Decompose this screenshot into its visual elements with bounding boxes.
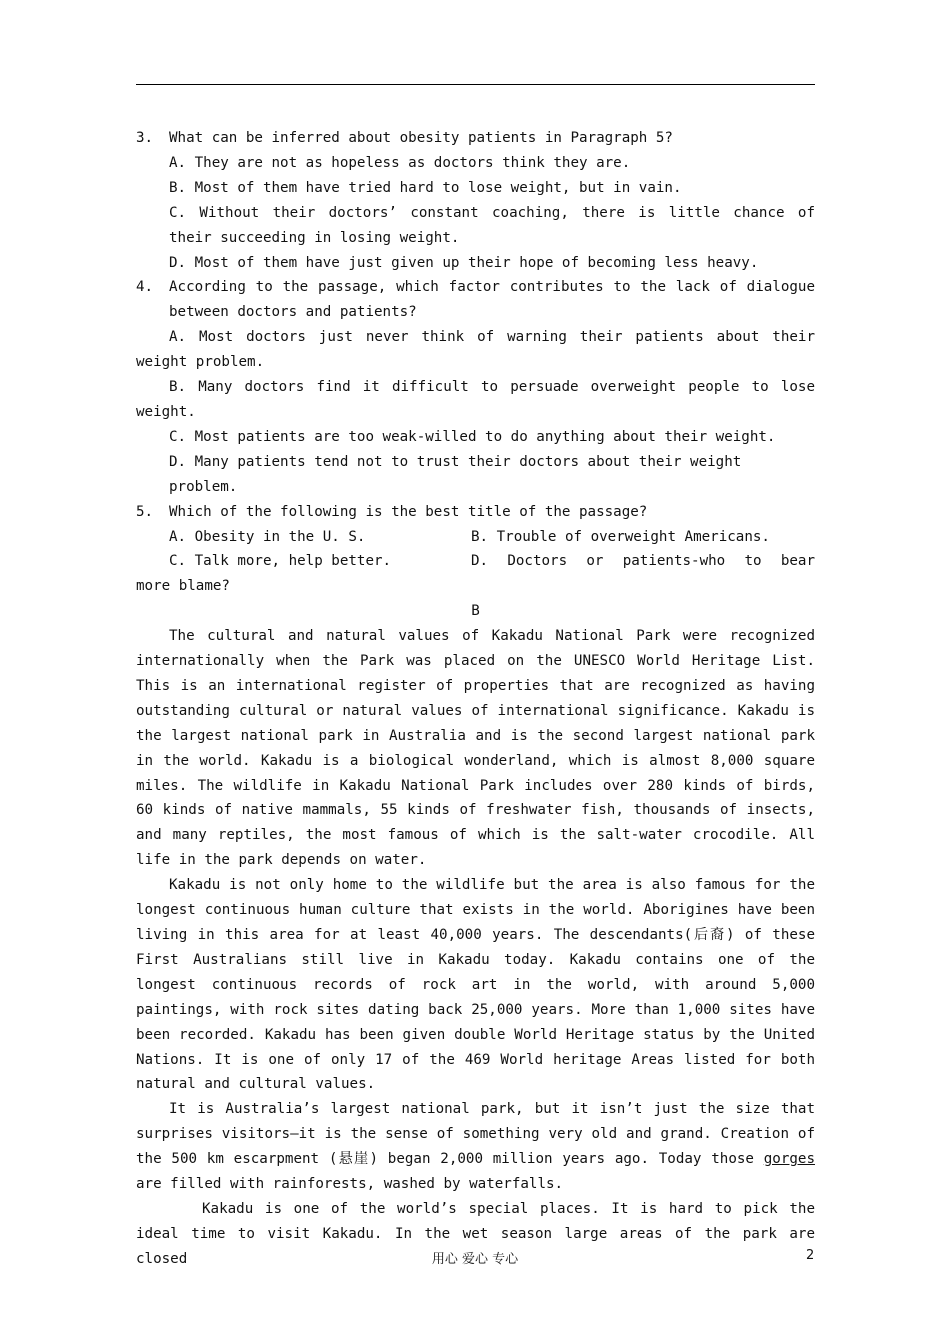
option-d: D. Most of them have just given up their hope of becoming less heavy. [169, 254, 759, 271]
page-number: 2 [806, 1248, 815, 1263]
question-number: 3. [136, 130, 154, 146]
passage-paragraph-1: The cultural and natural values of Kakadu National Park were recognized internationally when the Park was placed on the UNESCO World Heritage List. This is an international register of properties that are recognized as having outstanding cultural or natural values of international significance. Kakadu is the largest national park in Australia and is the second largest national park in the world. Kakadu is a biological wonderland, which is almost 8,000 square miles. The wildlife in Kakadu National Park includes over 280 kinds of birds, 60 kinds of native mammals, 55 kinds of freshwater fish, thousands of insects, and many reptiles, the most famous of which is the salt-water crocodile. All life in the park depends on water. [136, 628, 815, 869]
question-number: 4. [136, 279, 154, 296]
section-label: B [471, 603, 480, 620]
option-a: A. Most doctors just never think of warning their patients about their weight problem. [136, 329, 815, 371]
option-c: C. Without their doctors’ constant coaching, there is little chance of their succeeding in losing weight. [169, 204, 815, 246]
question-4 [136, 275, 815, 325]
option-d: D. Many patients tend not to trust their doctors about their weight problem. [169, 453, 742, 495]
option-c: C. Talk more, help better. [169, 553, 392, 570]
header-rule [136, 84, 815, 85]
option-d-continued: more blame? [136, 578, 230, 595]
option-b: B. Many doctors find it difficult to persuade overweight people to lose weight. [136, 379, 815, 420]
paragraph-text: It is Australia’s largest national park, but it isn’t just the size that surprises visitors—it is the sense of something very old and grand. Creation of the 500 km escarpment (悬崖) began 2,000 million years ago. Today those [136, 1101, 815, 1168]
question-5 [136, 500, 815, 525]
options-row-cd [136, 549, 815, 574]
option-c: C. Most patients are too weak-willed to do anything about their weight. [169, 428, 776, 445]
question-text: What can be inferred about obesity patients in Paragraph 5? [169, 130, 673, 146]
option-b: B. Most of them have tried hard to lose weight, but in vain. [169, 179, 682, 196]
question-text: According to the passage, which factor contributes to the lack of dialogue between doctors and patients? [169, 279, 815, 321]
option-a: A. They are not as hopeless as doctors think they are. [169, 154, 631, 171]
option-b: B. Trouble of overweight Americans. [471, 528, 770, 545]
question-3 [136, 126, 815, 151]
paragraph-text: are filled with rainforests, washed by waterfalls. [136, 1176, 564, 1193]
footer-motto: 用心 爱心 专心 [431, 1252, 519, 1267]
question-text: Which of the following is the best title of the passage? [169, 503, 648, 520]
options-row-ab [136, 525, 815, 550]
option-a: A. Obesity in the U. S. [169, 528, 366, 545]
underlined-word: gorges [763, 1151, 815, 1168]
question-number: 5. [136, 503, 154, 520]
option-d: D. Doctors or patients-who to bear [471, 553, 815, 570]
passage-paragraph-4: Kakadu is one of the world’s special places. It is hard to pick the ideal time to visit Kakadu. In the wet season large areas of the park are closed [136, 1200, 815, 1267]
passage-paragraph-2: Kakadu is not only home to the wildlife but the area is also famous for the longest continuous human culture that exists in the world. Aborigines have been living in this area for at least 40,000 years. The descendants(后裔) of these First Australians still live in Kakadu today. Kakadu contains one of the longest continuous records of rock art in the world, with around 5,000 paintings, with rock sites dating back 25,000 years. More than 1,000 sites have been recorded. Kakadu has been given double World Heritage status by the United Nations. It is one of only 17 of the 469 World heritage Areas listed for both natural and cultural values. [136, 877, 815, 1093]
page-content [136, 126, 815, 1272]
passage-paragraph-3 [136, 1097, 815, 1197]
